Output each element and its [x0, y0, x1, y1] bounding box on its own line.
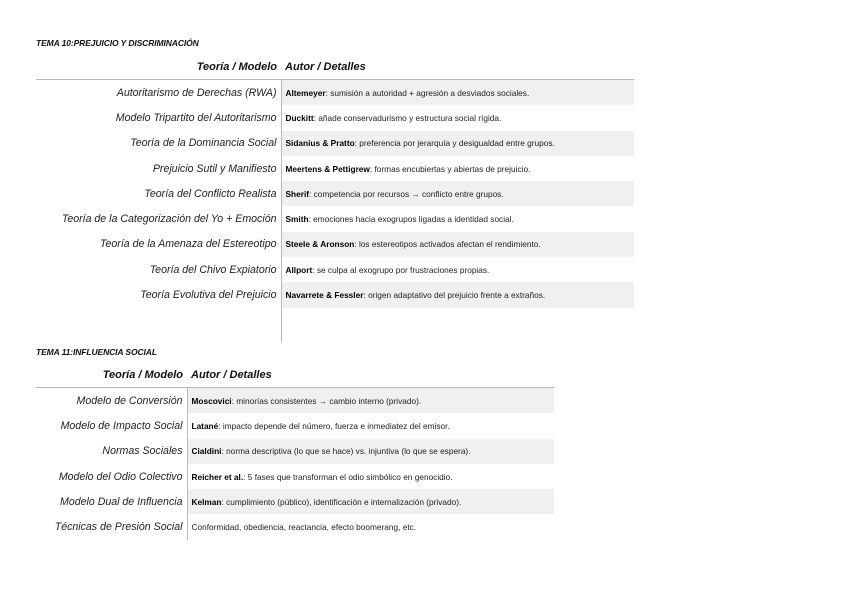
author-name: Moscovici [191, 395, 232, 406]
detail-cell [281, 257, 634, 282]
empty-cell [281, 308, 634, 342]
separator: : [231, 395, 234, 406]
detail-text: norma descriptiva (lo que se hace) vs. injuntiva (lo que se espera). [223, 446, 471, 457]
separator: : [312, 264, 315, 275]
detail-cell [187, 514, 554, 539]
theory-cell: Teoría Evolutiva del Prejuicio [36, 282, 281, 307]
detail-cell [281, 80, 634, 106]
author-name: Sidanius & Pratto [285, 138, 355, 149]
separator: : [218, 420, 221, 431]
detail-text: Conformidad, obediencia, reactancia, efecto boomerang, etc. [191, 522, 417, 533]
table-tema11 [36, 363, 554, 540]
detail-text: minorías consistentes → cambio interno (privado). [233, 395, 422, 406]
table-row [36, 439, 554, 464]
section-title-tema10: TEMA 10:PREJUICIO Y DISCRIMINACIÓN [36, 38, 199, 48]
detail-text: sumisión a autoridad + agresión a desviados sociales. [327, 87, 530, 98]
header-theory: Teoría / Modelo [36, 363, 187, 388]
author-name: Sherif [285, 188, 310, 199]
detail-text: origen adaptativo del prejuicio frente a extraños. [365, 290, 546, 301]
separator: : [325, 87, 328, 98]
detail-cell [187, 464, 554, 489]
separator: : [313, 112, 316, 123]
separator: : [308, 214, 311, 225]
theory-cell: Modelo del Odio Colectivo [36, 464, 187, 489]
detail-text: se culpa al exogrupo por frustraciones propias. [314, 264, 490, 275]
detail-cell [281, 206, 634, 231]
author-name: Allport [285, 264, 313, 275]
author-name: Altemeyer [285, 87, 326, 98]
detail-text: cumplimiento (público), identificación e internalización (privado). [223, 496, 462, 507]
author-name: Kelman [191, 496, 222, 507]
author-name: Cialdini [191, 446, 222, 457]
table-header [36, 55, 634, 80]
header-theory: Teoría / Modelo [36, 55, 281, 80]
table-row [36, 232, 634, 257]
theory-cell: Modelo Dual de Influencia [36, 489, 187, 514]
detail-cell [281, 131, 634, 156]
author-name: Latané [191, 420, 219, 431]
detail-cell [187, 413, 554, 438]
detail-cell [281, 156, 634, 181]
table-row [36, 206, 634, 231]
table-row [36, 80, 634, 106]
detail-text: añade conservadurismo y estructura social rígida. [315, 112, 502, 123]
author-name: Navarrete & Fessler [285, 290, 364, 301]
table-row [36, 514, 554, 539]
theory-cell: Modelo de Impacto Social [36, 413, 187, 438]
theory-cell: Autoritarismo de Derechas (RWA) [36, 80, 281, 106]
empty-cell [36, 308, 281, 342]
detail-cell [187, 388, 554, 414]
detail-text: impacto depende del número, fuerza e inmediatez del emisor. [220, 420, 450, 431]
header-author: Autor / Detalles [281, 55, 634, 80]
table-row [36, 131, 634, 156]
author-name: Meertens & Pettigrew [285, 163, 370, 174]
detail-text: preferencia por jerarquía y desigualdad entre grupos. [356, 138, 555, 149]
detail-cell [281, 282, 634, 307]
theory-cell: Prejuicio Sutil y Manifiesto [36, 156, 281, 181]
table-row [36, 388, 554, 414]
table-tema10 [36, 55, 634, 342]
detail-text: emociones hacia exogrupos ligadas a identidad social. [310, 214, 514, 225]
theory-cell: Técnicas de Presión Social [36, 514, 187, 539]
theory-cell: Teoría del Chivo Expiatorio [36, 257, 281, 282]
spacer-row [36, 308, 634, 342]
table-header [36, 363, 554, 388]
table-row [36, 105, 634, 130]
table-row [36, 181, 634, 206]
table-row [36, 464, 554, 489]
theory-cell: Modelo Tripartito del Autoritarismo [36, 105, 281, 130]
separator: : [221, 496, 224, 507]
author-name: Duckitt [285, 112, 314, 123]
table-row [36, 156, 634, 181]
theory-cell: Modelo de Conversión [36, 388, 187, 414]
section-title-tema11: TEMA 11:INFLUENCIA SOCIAL [36, 347, 157, 357]
detail-text: los estereotipos activados afectan el rendimiento. [356, 239, 541, 250]
detail-cell [187, 439, 554, 464]
detail-text: formas encubiertas y abiertas de prejuicio. [372, 163, 531, 174]
theory-cell: Teoría de la Dominancia Social [36, 131, 281, 156]
separator: : [221, 446, 224, 457]
separator: : [363, 290, 366, 301]
theory-cell: Teoría de la Amenaza del Estereotipo [36, 232, 281, 257]
separator: : [309, 188, 312, 199]
separator: : [354, 138, 357, 149]
detail-cell [281, 232, 634, 257]
theory-cell: Teoría del Conflicto Realista [36, 181, 281, 206]
table-row [36, 257, 634, 282]
separator: : [369, 163, 373, 174]
theory-cell: Normas Sociales [36, 439, 187, 464]
detail-cell [187, 489, 554, 514]
table-row [36, 413, 554, 438]
author-name: Smith [285, 214, 309, 225]
separator: : [354, 239, 357, 250]
author-name: Steele & Aronson [285, 239, 355, 250]
table-row [36, 282, 634, 307]
detail-cell [281, 105, 634, 130]
header-author: Autor / Detalles [187, 363, 554, 388]
author-name: Reicher et al. [191, 471, 244, 482]
detail-text: 5 fases que transforman el odio simbólico en genocidio. [245, 471, 453, 482]
table-row [36, 489, 554, 514]
detail-text: competencia por recursos → conflicto entre grupos. [311, 188, 504, 199]
detail-cell [281, 181, 634, 206]
theory-cell: Teoría de la Categorización del Yo + Emoción [36, 206, 281, 231]
separator: : [243, 471, 246, 482]
